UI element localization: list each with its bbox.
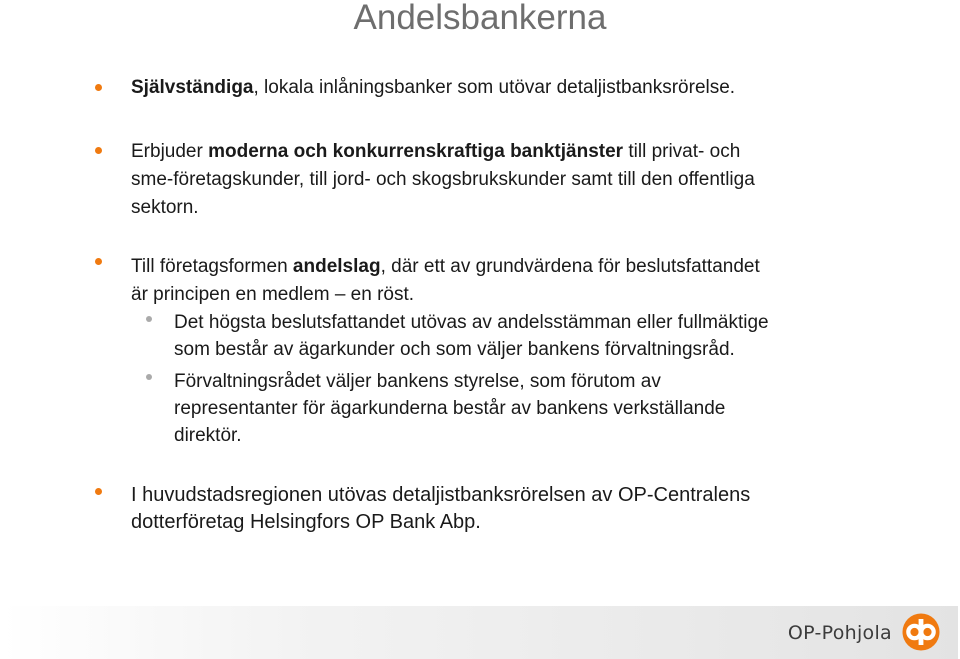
footer-bar: [2, 606, 958, 659]
bullet-marker: [95, 258, 102, 265]
sub-bullet-1-line-2: som består av ägarkunder och som väljer bankens förvaltningsråd.: [174, 339, 735, 360]
bullet-3-post: , där ett av grundvärdena för beslutsfattandet: [380, 256, 760, 277]
sub-bullet-2-line-2: representanter för ägarkunderna består av bankens verkställande: [174, 398, 726, 419]
bullet-marker: [95, 84, 102, 91]
sub-bullet-2-line-3: direktör.: [174, 425, 242, 446]
bullet-1-text: [131, 75, 735, 101]
bullet-3-line-2: är principen en medlem – en röst.: [131, 284, 415, 305]
bullet-4-line-2: dotterföretag Helsingfors OP Bank Abp.: [131, 511, 481, 533]
bullet-2-line-2: sme-företagskunder, till jord- och skogsbrukskunder samt till den offentliga: [131, 169, 755, 190]
slide-title: Andelsbankerna: [353, 0, 607, 37]
bullet-3-bold: andelslag: [292, 256, 381, 277]
sub-bullet-1-line-1: Det högsta beslutsfattandet utövas av andelsstämman eller fullmäktige: [174, 312, 769, 333]
bullet-3-pre: Till företagsformen: [131, 256, 293, 277]
bullet-4-line-1: I huvudstadsregionen utövas detaljistbanksrörelsen av OP-Centralens: [131, 484, 751, 506]
bullet-2-pre: Erbjuder: [131, 141, 209, 162]
bullet-2-post: till privat- och: [623, 141, 741, 162]
bullet-1-bold: Självständiga: [131, 77, 254, 98]
bullet-marker: [95, 147, 102, 154]
op-pohjola-logo-icon: [902, 613, 940, 651]
sub-bullet-2-line-1: Förvaltningsrådet väljer bankens styrelse, som förutom av: [174, 371, 661, 392]
brand-name: OP-Pohjola: [787, 622, 892, 644]
bullet-marker: [95, 488, 102, 495]
bullet-2-line-3: sektorn.: [131, 197, 199, 218]
sub-bullet-marker: [146, 374, 152, 380]
bullet-2-line-1: [131, 139, 740, 165]
bullet-1-rest: , lokala inlåningsbanker som utövar detaljistbanksrörelse.: [253, 77, 736, 98]
bullet-2-bold: moderna och konkurrenskraftiga banktjänster: [208, 141, 624, 162]
sub-bullet-marker: [146, 316, 152, 322]
bullet-3-line-1: [131, 254, 760, 280]
